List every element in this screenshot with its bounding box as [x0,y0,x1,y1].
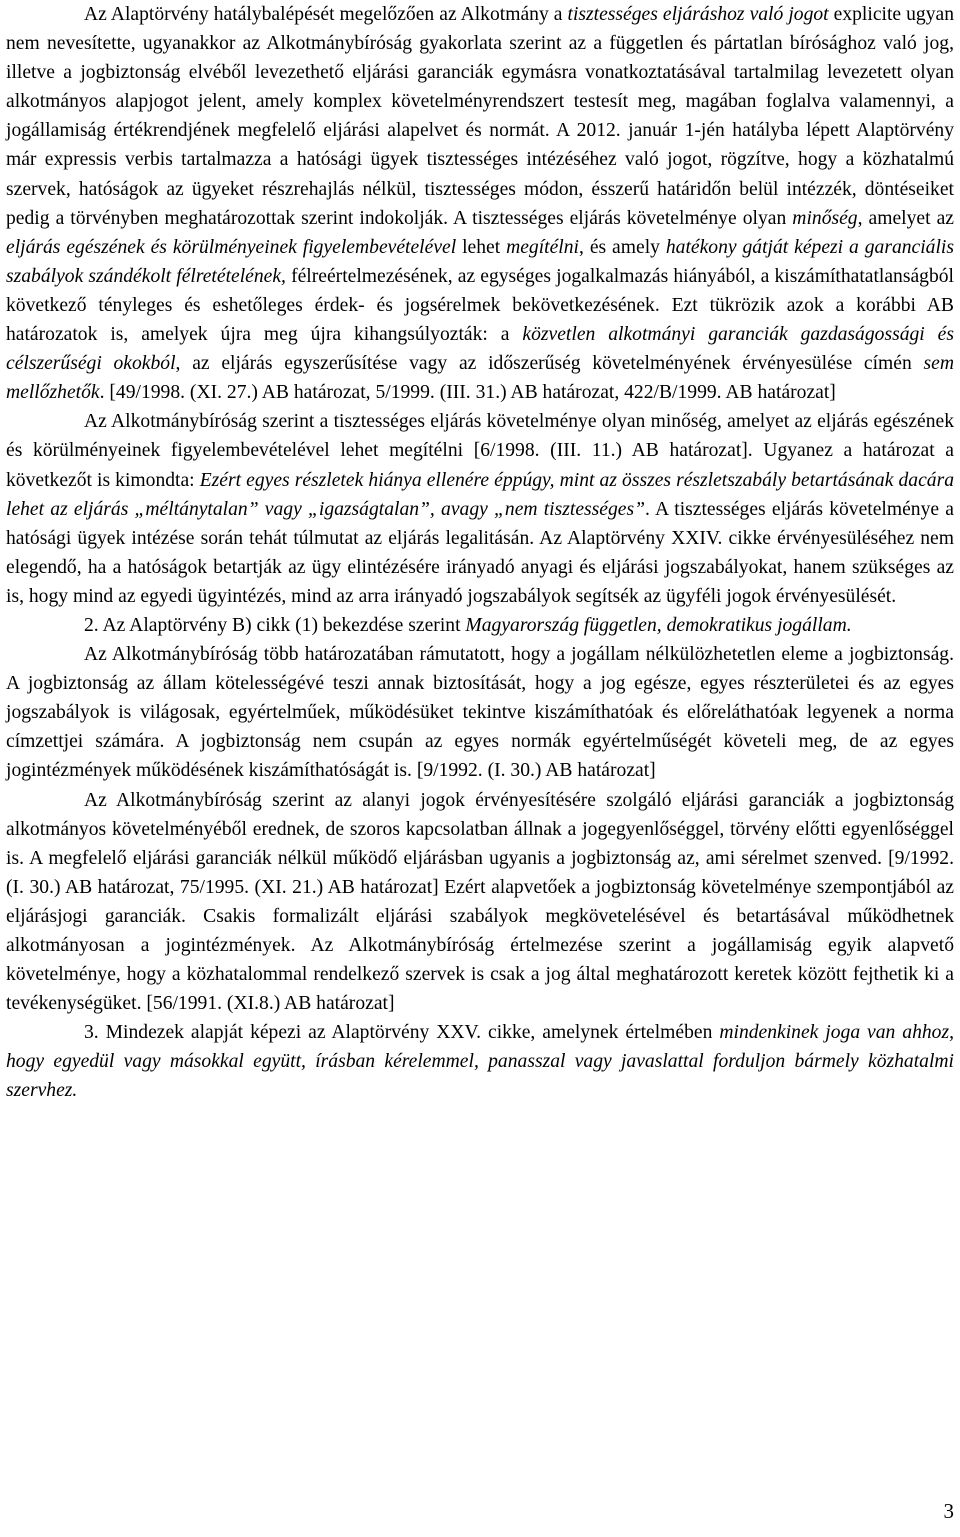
text-run: explicite ugyan nem nevesítette, ugyanakkor az Alkotmánybíróság gyakorlata szerint az a független és pártatlan bírósághoz való jog, illetve a jogbiztonság elvéből levezethető eljárási garanciák egymásra vonatkoztatásával tartalmilag levezetett olyan alkotmányos alapjogot jelent, amely komplex követelményrendszert testesít meg, magában foglalva valamennyi, a jogállamiság értékrendjének megfelelő eljárási alapelvet és normát. A 2012. január 1-jén hatályba lépett Alaptörvény már expressis verbis tartalmazza a hatósági ügyek tisztességes intézéséhez való jogot, rögzítve, hogy a közhatalmú szervek, hatóságok az ügyeket részrehajlás nélkül, tisztességes módon, ésszerű határidőn belül intézzék, döntéseiket pedig a törvényben meghatározottak szerint indokolják. A tisztességes eljárás követelménye olyan [6,4,955,229]
paragraph-constitutional-court-quality [6,407,954,611]
italic-text-run: sem mellőzhetők [6,353,954,404]
paragraph-fair-procedure [6,0,954,407]
text-run: 3. Mindezek alapját képezi az Alaptörvény XXV. cikke, amelynek értelmében [84,1022,720,1044]
italic-text-run: közvetlen alkotmányi garanciák gazdaságossági és célszerűségi okokból [6,324,954,375]
text-run: Az Alkotmánybíróság több határozatában rámutatott, hogy a jogállam nélkülözhetetlen eleme a jogbiztonság. A jogbiztonság az állam kötelességévé teszi annak biztosítását, hogy a jog egésze, egyes részterületei és az egyes jogszabályok is világosak, egyértelműek, működésüket tekintve kiszámíthatóak és előreláthatóak legyenek a norma címzettjei számára. A jogbiztonság nem csupán az egyes normák egyértelműségét követeli meg, de az egyes jogintézmények működésének kiszámíthatóságát is. [9/1992. (I. 30.) AB határozat] [6,644,954,782]
text-run: félreértelmezésének, az egységes jogalkalmazás hiányából, a kiszámíthatatlanságból következő tényleges és eshetőleges érdek- és jogsérelmek bekövetkezésének. Ezt tükrözik azok a korábbi AB határozatok is, amelyek újra meg újra kihangsúlyozták: a [6,265,955,346]
text-run: 2. Az Alaptörvény B) cikk (1) bekezdése szerint [84,614,466,636]
italic-text-run: mindenkinek joga van ahhoz, hogy egyedül vagy másokkal együtt, írásban kérelemmel, panasszal vagy javaslattal forduljon bármely közhatalmi szervhez. [6,1022,954,1102]
paragraph-legal-certainty [6,640,954,785]
paragraph-article-xxv [6,1018,954,1105]
italic-text-run: tisztességes eljáráshoz való jogot [567,4,829,25]
paragraph-article-b [6,611,954,640]
text-run: , az eljárás egyszerűsítése vagy az időszerűség követelményének érvényesülése címén [175,353,924,375]
italic-text-run: minőség [792,207,858,229]
text-run: , és amely [579,236,666,258]
page-number: 3 [943,1499,954,1523]
italic-text-run: hatékony gátját képezi a garanciális szabályok szándékolt félretételének, [6,236,954,287]
italic-text-run: eljárás egészének és körülményeinek figyelembevételével [6,236,457,258]
text-run: . A tisztességes eljárás követelménye a hatósági ügyek intézése során tehát túlmutat az eljárás legalitásán. Az Alaptörvény XXIV. cikke érvényesüléséhez nem elegendő, ha a hatóságok betartják az ügy elintézésére irányadó anyagi és eljárási jogszabályokat, hanem szükséges az is, hogy mind az egyedi ügyintézés, mind az arra irányadó jogszabályok segítsék az ügyféli jogok érvényesülését. [6,498,954,607]
text-run: lehet [456,236,507,258]
text-run: , amelyet az [857,207,954,229]
text-run: Az Alkotmánybíróság szerint a tisztességes eljárás követelménye olyan minőség, amelyet az eljárás egészének és körülményeinek figyelembevételével lehet megítélni [6/1998. (III. 11.) AB határozat]. Ugyanez a határozat a következőt is kimondta: [6,411,954,491]
text-run: . [49/1998. (XI. 27.) AB határozat, 5/1999. (III. 31.) AB határozat, 422/B/1999. AB határozat] [99,382,836,404]
paragraph-procedural-guarantees [6,786,954,1019]
italic-text-run: Ezért egyes részletek hiánya ellenére éppúgy, mint az összes részletszabály betartásának dacára lehet az eljárás „méltánytalan” vagy „igazságtalan”, avagy „nem tisztességes” [6,469,954,520]
italic-text-run: Magyarország független, demokratikus jogállam. [465,614,852,636]
document-body [6,0,954,1106]
text-run: Az Alkotmánybíróság szerint az alanyi jogok érvényesítésére szolgáló eljárási garanciák a jogbiztonság alkotmányos követelményéből erednek, de szoros kapcsolatban állnak a jogegyenlőséggel, törvény előtti egyenlőséggel is. A megfelelő eljárási garanciák nélkül működő eljárásban ugyanis a jogbiztonság az, ami sérelmet szenved. [9/1992. (I. 30.) AB határozat, 75/1995. (XI. 21.) AB határozat] Ezért alapvetőek a jogbiztonság követelménye szempontjából az eljárásjogi garanciák. Csakis formalizált eljárási szabályok megkövetelésével és betartásával működhetnek alkotmányosan a jogintézmények. Az Alkotmánybíróság értelmezése szerint a jogállamiság egyik alapvető követelménye, hogy a közhatalommal rendelkező szervek is csak a jog által meghatározott keretek között fejthetik ki a tevékenységüket. [56/1991. (XI.8.) AB határozat] [6,789,954,1015]
text-run: Az Alaptörvény hatálybalépését megelőzően az Alkotmány a [84,4,568,25]
italic-text-run: megítélni [506,236,579,258]
